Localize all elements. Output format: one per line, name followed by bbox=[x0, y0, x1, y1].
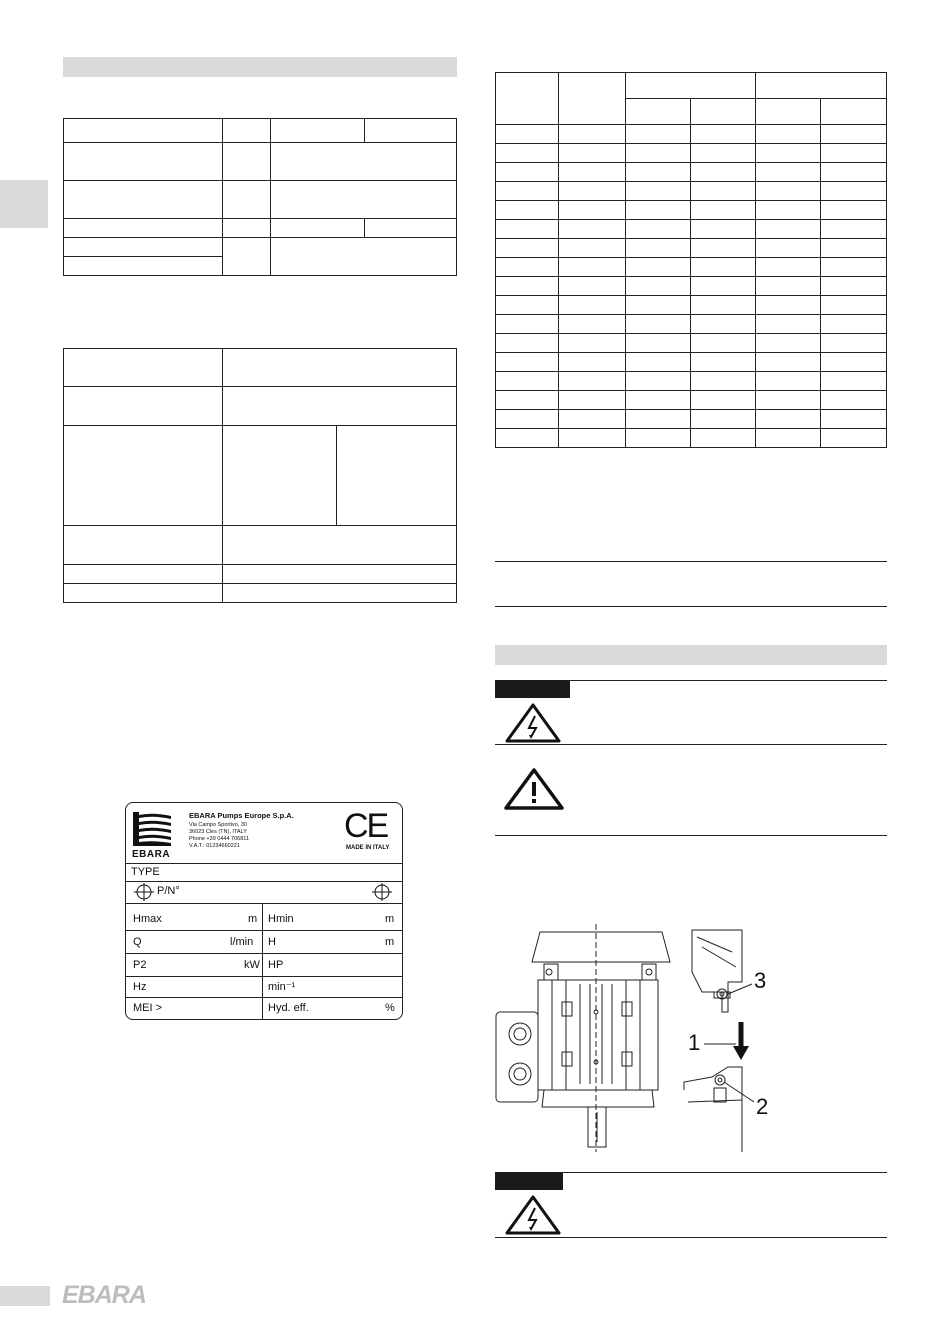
nameplate-address-line: Phone +39 0444 706811 bbox=[189, 836, 249, 842]
callout-2: 2 bbox=[756, 1094, 769, 1119]
separator-line bbox=[495, 835, 887, 836]
h-unit: m bbox=[385, 936, 395, 948]
h-label: H bbox=[268, 936, 276, 948]
hyd-eff-unit: % bbox=[385, 1002, 395, 1014]
electric-hazard-icon bbox=[503, 1195, 563, 1235]
side-tab bbox=[0, 180, 48, 228]
nameplate-address-line: V.A.T.: 01234660221 bbox=[189, 843, 240, 849]
nameplate-company: EBARA Pumps Europe S.p.A. bbox=[189, 811, 294, 820]
p2-unit: kW bbox=[244, 959, 260, 971]
q-unit: l/min bbox=[230, 936, 254, 948]
mei-label: MEI > bbox=[133, 1002, 163, 1014]
hmax-label: Hmax bbox=[133, 913, 162, 925]
hp-label: HP bbox=[268, 959, 284, 971]
nameplate-logo-text: EBARA bbox=[132, 849, 171, 860]
separator-line bbox=[495, 1237, 887, 1238]
warning-tag bbox=[495, 680, 570, 698]
section-header-bar-left bbox=[63, 57, 457, 77]
motor-assembly-figure bbox=[492, 922, 792, 1162]
q-label: Q bbox=[133, 936, 142, 948]
hmax-unit: m bbox=[248, 913, 258, 925]
hz-label: Hz bbox=[133, 981, 147, 993]
left-table-1 bbox=[63, 118, 457, 276]
left-table-2 bbox=[63, 348, 457, 603]
made-in-label: MADE IN ITALY bbox=[346, 845, 390, 851]
separator-line bbox=[495, 561, 887, 562]
pump-nameplate bbox=[125, 802, 403, 1020]
separator-line bbox=[495, 606, 887, 607]
crosshair-icon bbox=[134, 883, 154, 901]
crosshair-icon bbox=[372, 883, 392, 901]
hmin-label: Hmin bbox=[268, 913, 294, 925]
hmin-unit: m bbox=[385, 913, 395, 925]
footer-tab bbox=[0, 1286, 50, 1306]
nameplate-address-line: Via Campo Sportivo, 30 bbox=[189, 822, 247, 828]
callout-1: 1 bbox=[688, 1030, 701, 1055]
pn-label: P/N° bbox=[157, 885, 180, 897]
section-header-bar-right bbox=[495, 645, 887, 665]
hyd-eff-label: Hyd. eff. bbox=[268, 1002, 309, 1014]
warning-icon bbox=[503, 768, 565, 810]
p2-label: P2 bbox=[133, 959, 147, 971]
footer-logo: EBARA bbox=[62, 1281, 146, 1309]
separator-line bbox=[495, 744, 887, 745]
electric-hazard-icon bbox=[503, 703, 563, 743]
type-label: TYPE bbox=[131, 866, 160, 878]
speed-label: min⁻¹ bbox=[268, 981, 296, 993]
ce-mark: CE bbox=[344, 807, 388, 845]
nameplate-address-line: 36023 Cles (TN), ITALY bbox=[189, 829, 247, 835]
callout-3: 3 bbox=[754, 968, 767, 993]
right-data-table bbox=[495, 72, 887, 448]
nameplate-logo-mark bbox=[133, 812, 173, 846]
warning-tag bbox=[495, 1172, 563, 1190]
